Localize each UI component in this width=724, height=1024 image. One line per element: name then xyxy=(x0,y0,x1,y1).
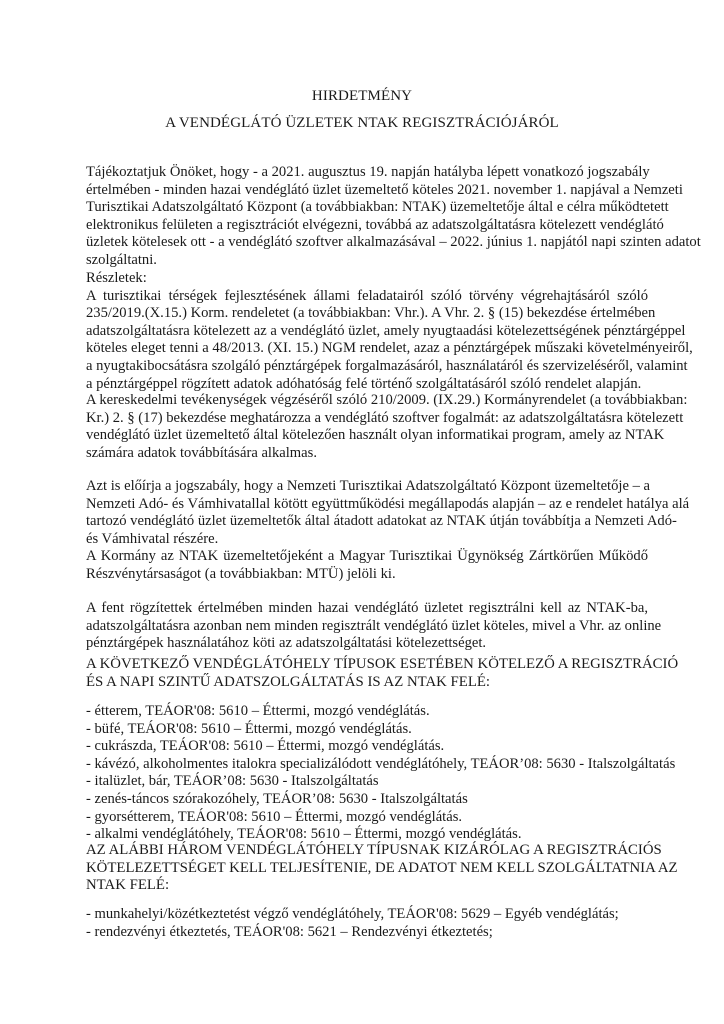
registration-line: adatszolgáltatásra azonban nem minden regisztrált vendéglátó üzlet köteles, mivel a Vhr. az online xyxy=(86,617,662,634)
details-section xyxy=(86,270,693,393)
kr-line: számára adatok továbbítására alkalmas. xyxy=(86,444,317,461)
registration-only-heading-line: KÖTELEZETTSÉGET KELL TELJESÍTENIE, DE ADATOT NEM KELL SZOLGÁLTATNIA AZ xyxy=(86,859,678,876)
nav-line: és Vámhivatal részére. xyxy=(86,530,219,547)
registration-only-list xyxy=(86,906,648,941)
document-subtitle: A VENDÉGLÁTÓ ÜZLETEK NTAK REGISZTRÁCIÓJÁRÓL xyxy=(165,115,559,131)
details-line: adatszolgáltatásra kötelezett az a vendéglátó üzlet, amely nyugtaadási kötelezettségének pénztárgéppel xyxy=(86,322,686,339)
registration-only-heading-line: AZ ALÁBBI HÁROM VENDÉGLÁTÓHELY TÍPUSNAK KIZÁRÓLAG A REGISZTRÁCIÓS xyxy=(86,842,662,858)
nav-line: Nemzeti Adó- és Vámhivatallal kötött együttműködési megállapodás alapján – az e rendelet hatálya alá xyxy=(86,495,690,512)
mandatory-list xyxy=(86,703,676,844)
mtu-paragraph xyxy=(86,548,648,583)
mtu-line: Részvénytársaságot (a továbbiakban: MTÜ) jelöli ki. xyxy=(86,565,396,582)
details-line: A turisztikai térségek fejlesztésének állami feladatairól szóló törvény végrehajtásáról szóló xyxy=(86,287,648,304)
intro-line: elektronikus felületen a regisztrációt elvégezni, továbbá az adatszolgáltatásra kötelezett vendéglátó xyxy=(86,216,664,233)
details-line: köteles eleget tenni a 48/2013. (XI. 15.) NGM rendelet, azaz a pénztárgépek műszaki követelményeiről, xyxy=(86,340,693,357)
list-item: - alkalmi vendéglátóhely, TEÁOR'08: 5610 – Éttermi, mozgó vendéglátás. xyxy=(86,826,522,843)
intro-line: Tájékoztatjuk Önöket, hogy - a 2021. augusztus 19. napján hatályba lépett vonatkozó jogszabály xyxy=(86,164,650,180)
mandatory-heading xyxy=(86,656,679,691)
details-line: a pénztárgéppel rögzített adatok adóhatóság felé történő szolgáltatásáról szóló rendelet alapján. xyxy=(86,375,642,392)
mtu-line: A Kormány az NTAK üzemeltetőjeként a Magyar Turisztikai Ügynökség Zártkörűen Működő xyxy=(86,548,648,564)
list-item: - zenés-táncos szórakozóhely, TEÁOR’08: 5630 - Italszolgáltatás xyxy=(86,790,468,807)
list-item: - munkahelyi/közétkeztetést végző vendéglátóhely, TEÁOR'08: 5629 – Egyéb vendéglátás; xyxy=(86,906,619,922)
kr-line: vendéglátó üzlet üzemeltető által kötelezően használt olyan informatikai program, amely az NTAK xyxy=(86,427,665,444)
nav-line: Azt is előírja a jogszabály, hogy a Nemzeti Turisztikai Adatszolgáltató Központ üzemeltetője – a xyxy=(86,478,651,494)
registration-line: A fent rögzítettek értelmében minden hazai vendéglátó üzletet regisztrálni kell az NTAK-ba, xyxy=(86,600,648,616)
intro-line: üzletek kötelesek ott - a vendéglátó szoftver alkalmazásával – 2022. június 1. napjától napi szinten adatot xyxy=(86,234,701,251)
list-item: - rendezvényi étkeztetés, TEÁOR'08: 5621 – Rendezvényi étkeztetés; xyxy=(86,923,493,940)
mandatory-heading-line: A KÖVETKEZŐ VENDÉGLÁTÓHELY TÍPUSOK ESETÉBEN KÖTELEZŐ A REGISZTRÁCIÓ xyxy=(86,656,679,672)
registration-only-heading-line: NTAK FELÉ: xyxy=(86,877,170,894)
list-item: - italüzlet, bár, TEÁOR’08: 5630 - Italszolgáltatás xyxy=(86,773,379,790)
list-item: - kávézó, alkoholmentes italokra specializálódott vendéglátóhely, TEÁOR’08: 5630 - Italszolgáltatás xyxy=(86,755,676,772)
list-item: - büfé, TEÁOR'08: 5610 – Éttermi, mozgó vendéglátás. xyxy=(86,720,412,737)
list-item: - étterem, TEÁOR'08: 5610 – Éttermi, mozgó vendéglátás. xyxy=(86,703,430,719)
mandatory-heading-line: ÉS A NAPI SZINTŰ ADATSZOLGÁLTATÁS IS AZ NTAK FELÉ: xyxy=(86,673,491,690)
kr-line: A kereskedelmi tevékenységek végzéséről szóló 210/2009. (IX.29.) Kormányrendelet (a továbbiakban: xyxy=(86,392,688,408)
details-line: a nyugtakibocsátásra szolgáló pénztárgépek forgalmazásáról, használatáról és szervizeléséről, valamint xyxy=(86,357,688,374)
document-title: HIRDETMÉNY xyxy=(311,88,413,104)
registration-line: pénztárgépek használatához köti az adatszolgáltatási kötelezettséget. xyxy=(86,635,487,652)
registration-only-heading xyxy=(86,842,678,895)
list-item: - gyorsétterem, TEÁOR'08: 5610 – Éttermi, mozgó vendéglátás. xyxy=(86,808,463,825)
list-item: - cukrászda, TEÁOR'08: 5610 – Éttermi, mozgó vendéglátás. xyxy=(86,738,445,755)
kr-paragraph xyxy=(86,392,688,462)
intro-line: Turisztikai Adatszolgáltató Központ (a továbbiakban: NTAK) üzemeltetője által e célra működtetett xyxy=(86,199,669,216)
registration-paragraph xyxy=(86,600,662,653)
intro-paragraph xyxy=(86,164,701,270)
nav-line: tartozó vendéglátó üzlet üzemeltetők által átadott adatokat az NTAK útján továbbítja a Nemzeti Adó- xyxy=(86,513,677,530)
nav-paragraph xyxy=(86,478,690,548)
intro-line: értelmében - minden hazai vendéglátó üzlet üzemeltető köteles 2021. november 1. napjával a Nemzeti xyxy=(86,181,683,198)
details-heading: Részletek: xyxy=(86,270,147,286)
kr-line: Kr.) 2. § (17) bekezdése meghatározza a vendéglátó szoftver fogalmát: az adatszolgáltatásra kötelezett xyxy=(86,409,684,426)
details-line: 235/2019.(X.15.) Korm. rendeletet (a továbbiakban: Vhr.). A Vhr. 2. § (15) bekezdése értelmében xyxy=(86,305,656,322)
intro-line: szolgáltatni. xyxy=(86,251,157,268)
